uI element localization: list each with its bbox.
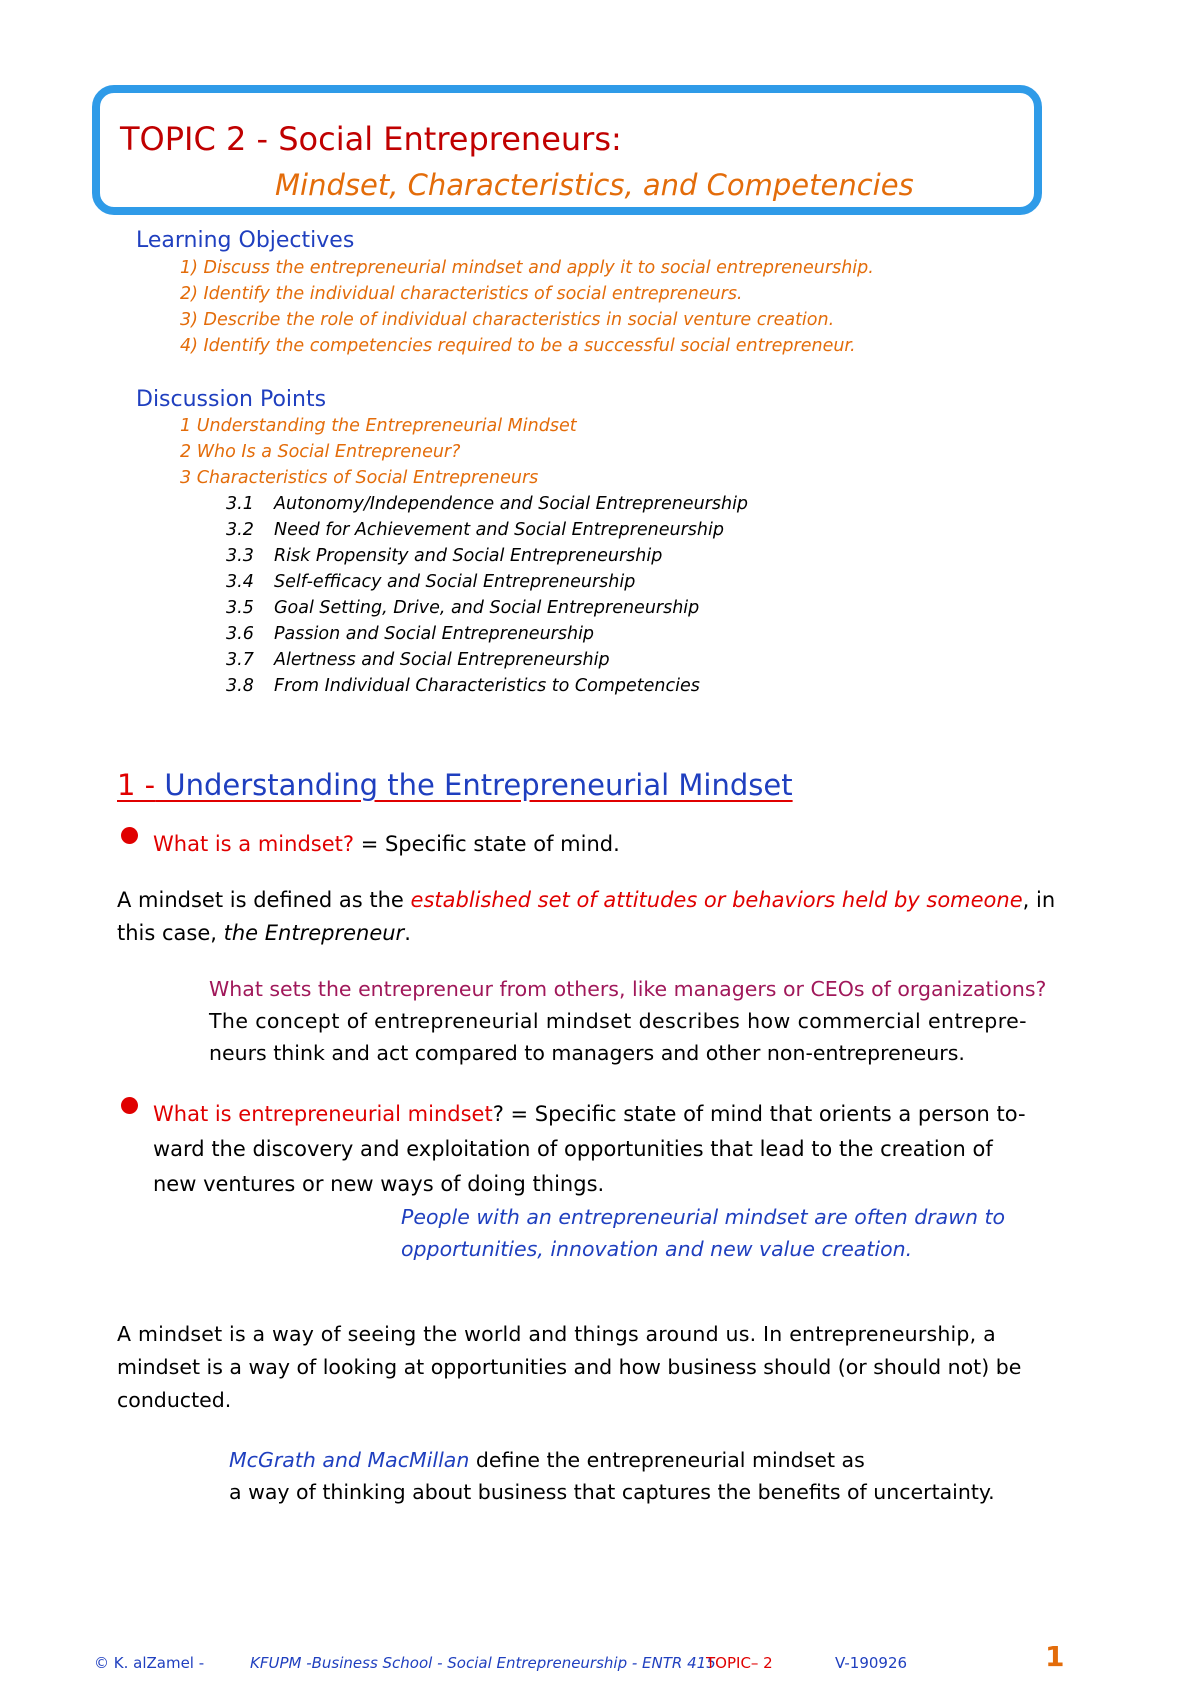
section-heading: 1 - Understanding the Entrepreneurial Mindset	[117, 768, 793, 802]
mcgrath-line-1: McGrath and MacMillan define the entrepreneurial mindset as	[229, 1448, 865, 1472]
footer-topic: TOPIC– 2	[706, 1654, 773, 1672]
objective-item: 2) Identify the individual characteristics of social entrepreneurs.	[180, 284, 743, 304]
aside-line-2: neurs think and act compared to managers and other non-entrepreneurs.	[209, 1041, 965, 1065]
answer-line-2: ward the discovery and exploitation of opportunities that lead to the creation of	[153, 1137, 993, 1161]
bullet-icon	[121, 827, 138, 844]
definition-line-1: A mindset is defined as the established set of attitudes or behaviors held by someone, in	[117, 888, 1056, 912]
discussion-subitem: 3.7 Alertness and Social Entrepreneurship	[226, 650, 610, 670]
discussion-subitem: 3.5 Goal Setting, Drive, and Social Entrepreneurship	[226, 598, 700, 618]
paragraph-line-3: conducted.	[117, 1388, 232, 1412]
discussion-subitem: 3.2 Need for Achievement and Social Entrepreneurship	[226, 520, 724, 540]
discussion-subitem: 3.1 Autonomy/Independence and Social Entrepreneurship	[226, 494, 749, 514]
question-entrepreneurial-mindset: What is entrepreneurial mindset? = Specific state of mind that orients a person to-	[153, 1102, 1026, 1126]
page-number: 1	[1045, 1640, 1065, 1673]
discussion-item: 1 Understanding the Entrepreneurial Mindset	[180, 416, 577, 436]
paragraph-line-2: mindset is a way of looking at opportunities and how business should (or should not) be	[117, 1355, 1022, 1379]
page-subtitle: Mindset, Characteristics, and Competencies	[275, 168, 914, 202]
quote-line-2: opportunities, innovation and new value creation.	[401, 1237, 913, 1261]
discussion-points-heading: Discussion Points	[136, 387, 327, 412]
learning-objectives-heading: Learning Objectives	[136, 228, 355, 253]
answer-line-3: new ventures or new ways of doing things.	[153, 1172, 605, 1196]
footer-copyright: © K. alZamel -	[94, 1654, 205, 1672]
discussion-subitem: 3.8 From Individual Characteristics to Competencies	[226, 676, 700, 696]
discussion-subitem: 3.4 Self-efficacy and Social Entrepreneurship	[226, 572, 636, 592]
objective-item: 3) Describe the role of individual characteristics in social venture creation.	[180, 310, 835, 330]
mcgrath-line-2: a way of thinking about business that captures the benefits of uncertainty.	[229, 1480, 995, 1504]
quote-line-1: People with an entrepreneurial mindset are often drawn to	[401, 1205, 1006, 1229]
definition-line-2: this case, the Entrepreneur.	[117, 921, 411, 945]
footer-course: KFUPM -Business School - Social Entrepreneurship - ENTR 415	[250, 1654, 716, 1672]
paragraph-line-1: A mindset is a way of seeing the world and things around us. In entrepreneurship, a	[117, 1322, 996, 1346]
discussion-item: 2 Who Is a Social Entrepreneur?	[180, 442, 461, 462]
footer-version: V-190926	[835, 1654, 908, 1672]
discussion-subitem: 3.3 Risk Propensity and Social Entrepreneurship	[226, 546, 663, 566]
bullet-icon	[121, 1097, 138, 1114]
discussion-item: 3 Characteristics of Social Entrepreneurs	[180, 468, 539, 488]
page-title: TOPIC 2 - Social Entrepreneurs:	[120, 120, 622, 158]
aside-question: What sets the entrepreneur from others, like managers or CEOs of organizations?	[209, 977, 1047, 1001]
question-mindset: What is a mindset? = Specific state of mind.	[153, 832, 620, 856]
objective-item: 4) Identify the competencies required to be a successful social entrepreneur.	[180, 336, 856, 356]
objective-item: 1) Discuss the entrepreneurial mindset and apply it to social entrepreneurship.	[180, 258, 874, 278]
discussion-subitem: 3.6 Passion and Social Entrepreneurship	[226, 624, 595, 644]
aside-line-1: The concept of entrepreneurial mindset describes how commercial entrepre-	[209, 1009, 1027, 1033]
